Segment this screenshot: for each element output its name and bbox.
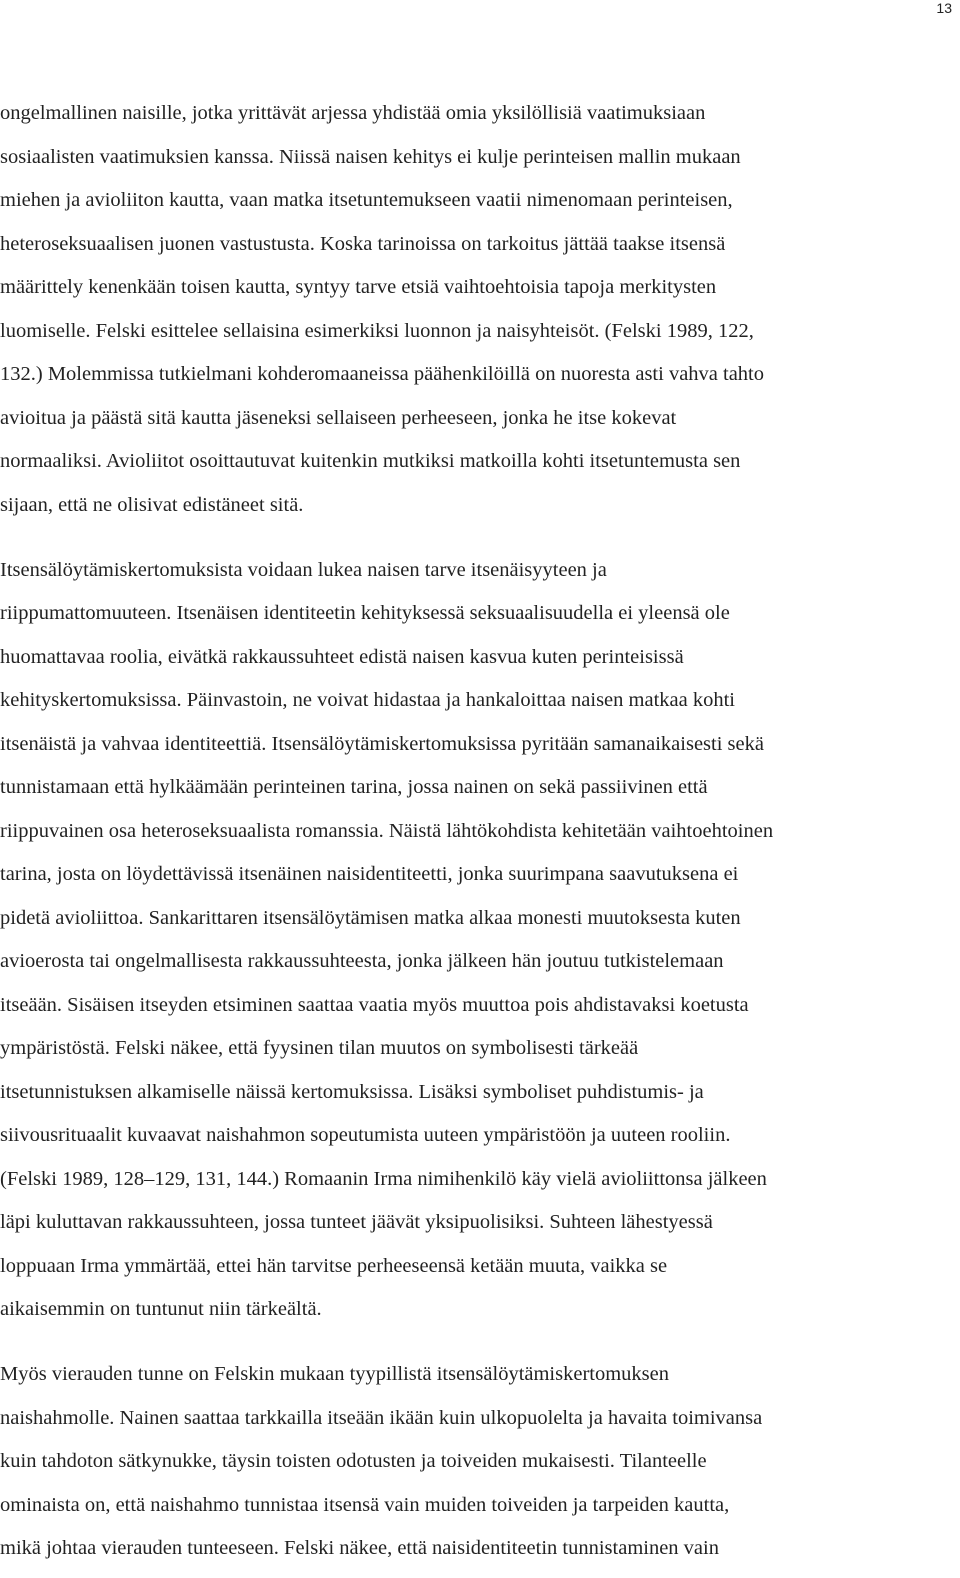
text-line: riippumattomuuteen. Itsenäisen identiteetin kehityksessä seksuaalisuudella ei yleensä ole: [0, 602, 730, 624]
text-line: aikaisemmin on tuntunut niin tärkeältä.: [0, 1298, 322, 1320]
text-line: riippuvainen osa heteroseksuaalista romanssia. Näistä lähtökohdista kehitetään vaihtoehtoinen: [0, 819, 774, 842]
text-line: huomattavaa roolia, eivätkä rakkaussuhteet edistä naisen kasvua kuten perinteisissä: [0, 645, 684, 668]
text-line: Myös vierauden tunne on Felskin mukaan tyypillistä itsensälöytämiskertomuksen: [0, 1363, 670, 1385]
text-line: avioitua ja päästä sitä kautta jäseneksi sellaiseen perheeseen, jonka he itse kokevat: [0, 406, 677, 429]
paragraph-gap: [0, 1332, 960, 1354]
text-line: pidetä avioliittoa. Sankarittaren itsensälöytämisen matka alkaa monesti muutoksesta kuten: [0, 906, 741, 929]
page-number: 13: [936, 0, 952, 16]
text-line: ongelmallinen naisille, jotka yrittävät arjessa yhdistää omia yksilöllisiä vaatimuksiaan: [0, 102, 706, 124]
text-line: sosiaalisten vaatimuksien kanssa. Niissä naisen kehitys ei kulje perinteisen mallin mukaan: [0, 145, 741, 168]
text-line: heteroseksuaalisen juonen vastustusta. Koska tarinoissa on tarkoitus jättää taakse itsensä: [0, 232, 726, 255]
text-line: mikä johtaa vierauden tunteeseen. Felski näkee, että naisidentiteetin tunnistaminen vain: [0, 1537, 719, 1559]
text-line: kuin tahdoton sätkynukke, täysin toisten odotusten ja toiveiden mukaisesti. Tilanteelle: [0, 1450, 707, 1472]
paragraph-gap: [0, 527, 960, 549]
paragraph-1: [0, 92, 960, 527]
text-line: kehityskertomuksissa. Päinvastoin, ne voivat hidastaa ja hankaloittaa naisen matkaa kohti: [0, 689, 735, 711]
text-line: itsenäistä ja vahvaa identiteettiä. Itsensälöytämiskertomuksissa pyritään samanaikaisesti sekä: [0, 732, 764, 755]
text-line: ominaista on, että naishahmo tunnistaa itsensä vain muiden toiveiden ja tarpeiden kautta,: [0, 1493, 730, 1516]
text-line: määrittely kenenkään toisen kautta, syntyy tarve etsiä vaihtoehtoisia tapoja merkitysten: [0, 276, 717, 298]
text-line: siivousrituaalit kuvaavat naishahmon sopeutumista uuteen ympäristöön ja uuteen rooliin.: [0, 1124, 731, 1146]
paragraph-3: [0, 1353, 960, 1571]
text-line: luomiselle. Felski esittelee sellaisina esimerkiksi luonnon ja naisyhteisöt. (Felski 1989, 122,: [0, 319, 754, 342]
paragraph-2: [0, 549, 960, 1332]
text-line: normaaliksi. Avioliitot osoittautuvat kuitenkin mutkiksi matkoilla kohti itsetuntemusta sen: [0, 450, 741, 472]
body-text: [0, 92, 960, 1571]
text-line: sijaan, että ne olisivat edistäneet sitä.: [0, 493, 304, 516]
text-line: avioerosta tai ongelmallisesta rakkaussuhteesta, jonka jälkeen hän joutuu tutkistelemaan: [0, 950, 724, 972]
text-line: ympäristöstä. Felski näkee, että fyysinen tilan muutos on symbolisesti tärkeää: [0, 1037, 639, 1059]
text-line: tunnistamaan että hylkäämään perinteinen tarina, jossa nainen on sekä passiivinen että: [0, 776, 708, 798]
text-line: tarina, josta on löydettävissä itsenäinen naisidentiteetti, jonka suurimpana saavutuksena ei: [0, 863, 739, 885]
text-line: itseään. Sisäisen itseyden etsiminen saattaa vaatia myös muuttoa pois ahdistavaksi koetusta: [0, 993, 749, 1016]
text-line: naishahmolle. Nainen saattaa tarkkailla itseään ikään kuin ulkopuolelta ja havaita toimivansa: [0, 1406, 763, 1429]
text-line: Itsensälöytämiskertomuksista voidaan lukea naisen tarve itsenäisyyteen ja: [0, 558, 607, 581]
text-line: itsetunnistuksen alkamiselle näissä kertomuksissa. Lisäksi symboliset puhdistumis- ja: [0, 1080, 704, 1103]
text-line: 132.) Molemmissa tutkielmani kohderomaaneissa päähenkilöillä on nuoresta asti vahva tahto: [0, 363, 765, 385]
text-line: (Felski 1989, 128–129, 131, 144.) Romaanin Irma nimihenkilö käy vielä avioliittonsa jälkeen: [0, 1167, 767, 1190]
text-line: loppuaan Irma ymmärtää, ettei hän tarvitse perheeseensä ketään muuta, vaikka se: [0, 1254, 668, 1277]
text-line: läpi kuluttavan rakkaussuhteen, jossa tunteet jäävät yksipuolisiksi. Suhteen lähestyessä: [0, 1211, 713, 1233]
text-line: miehen ja avioliiton kautta, vaan matka itsetuntemukseen vaatii nimenomaan perinteisen,: [0, 189, 733, 211]
